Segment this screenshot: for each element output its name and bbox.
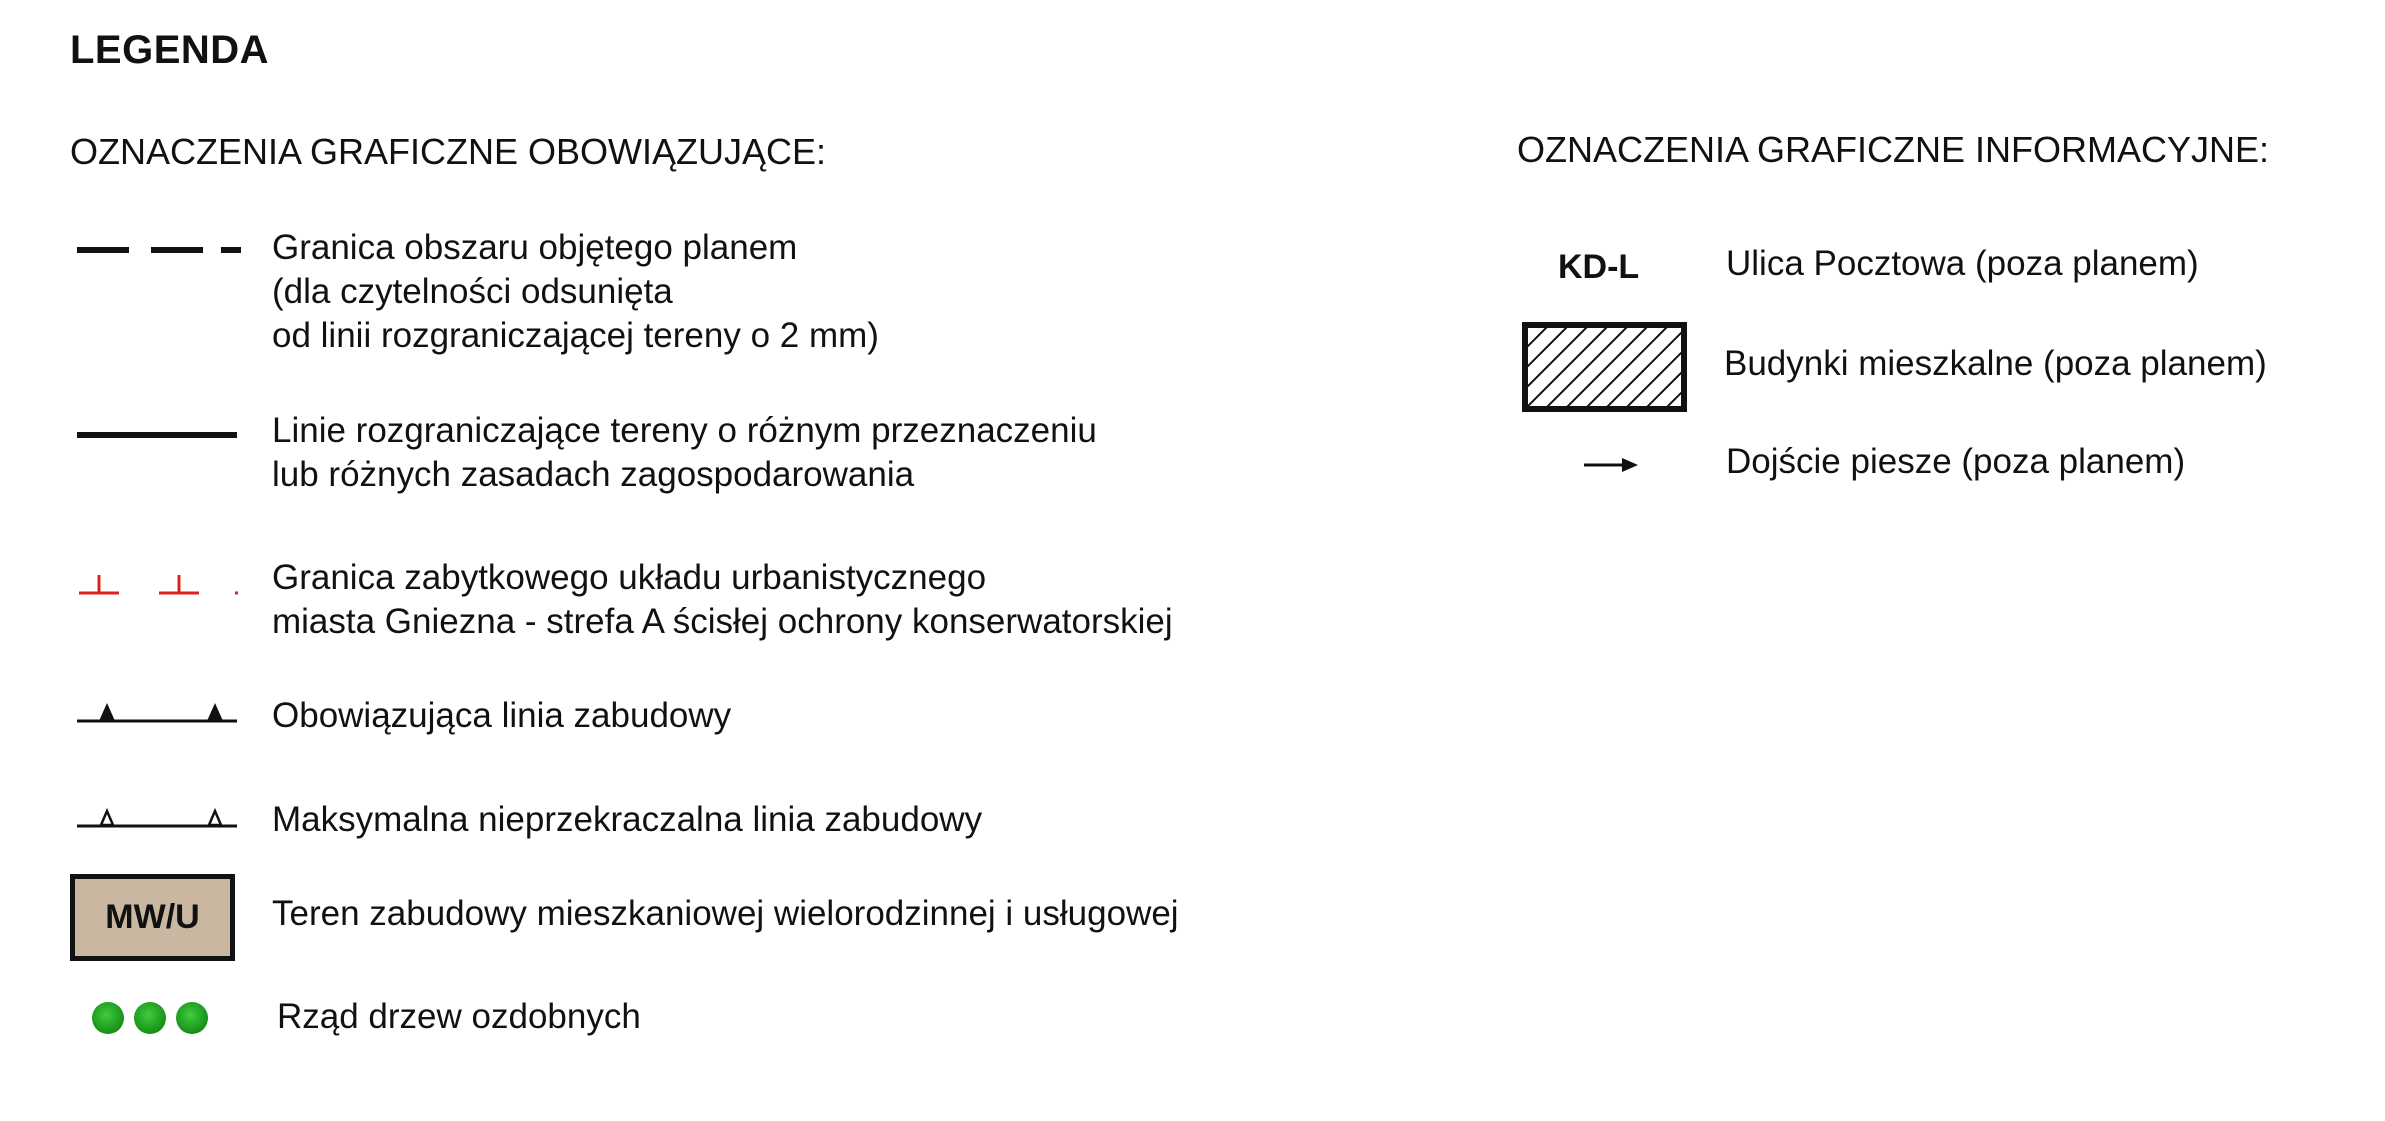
hatched-box-icon: [1522, 322, 1687, 412]
legend-label: [1724, 342, 2267, 386]
legend-label: [277, 995, 641, 1039]
tree-dots-icon: [90, 998, 210, 1038]
legend-label-line: Rząd drzew ozdobnych: [277, 997, 641, 1036]
legend-label-line: Linie rozgraniczające tereny o różnym przeznaczeniu: [272, 411, 1097, 450]
legend-label: [1726, 440, 2185, 484]
legend-label: [272, 694, 731, 738]
legend-label-line: lub różnych zasadach zagospodarowania: [272, 455, 915, 494]
mandatory-heading: OZNACZENIA GRAFICZNE OBOWIĄZUJĄCE:: [70, 131, 827, 172]
legend-label-line: Granica zabytkowego układu urbanistycznego: [272, 558, 987, 597]
legend-label-line: Dojście piesze (poza planem): [1726, 442, 2186, 481]
legend-label: [1726, 242, 2199, 286]
road-code-icon: KD-L: [1558, 248, 1640, 286]
legend-label-line: Granica obszaru objętego planem: [272, 228, 798, 267]
zone-box-icon: [70, 874, 235, 961]
solid-line-icon: [75, 425, 240, 445]
legend-label: [272, 226, 879, 358]
zone-code: MW/U: [105, 898, 200, 936]
legend-label-line: (dla czytelności odsunięta: [272, 272, 673, 311]
red-t-line-icon: [75, 565, 245, 599]
legend-label: [272, 892, 1179, 936]
open-triangle-line-icon: [75, 800, 240, 832]
legend-label-line: miasta Gniezna - strefa A ścisłej ochrony konserwatorskiej: [272, 602, 1173, 641]
legend-label: [272, 798, 982, 842]
legend-label: [272, 556, 1173, 644]
legend-label: [272, 409, 1097, 497]
filled-triangle-line-icon: [75, 695, 240, 727]
dashed-line-icon: [75, 240, 245, 260]
legend-label-line: Teren zabudowy mieszkaniowej wielorodzinnej i usługowej: [272, 894, 1179, 933]
legend-label-line: Budynki mieszkalne (poza planem): [1724, 344, 2267, 383]
arrow-right-icon: [1582, 453, 1642, 477]
informative-heading: OZNACZENIA GRAFICZNE INFORMACYJNE:: [1517, 129, 2270, 170]
legend-label-line: Ulica Pocztowa (poza planem): [1726, 244, 2199, 283]
legend-title: LEGENDA: [70, 28, 270, 72]
legend-label-line: Obowiązująca linia zabudowy: [272, 696, 732, 735]
legend-label-line: od linii rozgraniczającej tereny o 2 mm): [272, 316, 879, 355]
legend-label-line: Maksymalna nieprzekraczalna linia zabudowy: [272, 800, 983, 839]
